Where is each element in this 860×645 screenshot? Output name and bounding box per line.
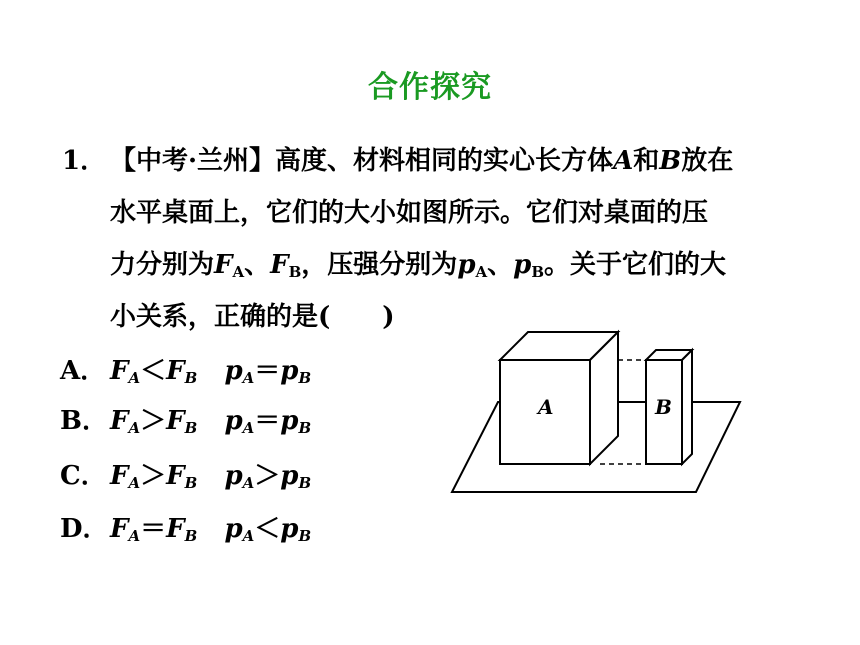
line3-post: 。关于它们的大 [544,250,727,280]
option-letter: C． [60,461,107,491]
force-a: F [214,250,233,280]
pressure-b: p [513,250,532,280]
var-a: A [613,146,634,176]
sep2: 、 [487,250,514,280]
option-a[interactable]: A． $F_A<F_B$ $p_A=p_B$ [60,350,311,387]
option-p-relation: ＝ [254,406,281,436]
force-a-sub: A [232,263,245,281]
option-f-relation: ＞ [140,406,167,436]
block-b-label: B [655,395,672,419]
block-a-label: A [538,395,554,419]
option-c[interactable]: C． $F_A>F_B$ $p_A>p_B$ [60,455,311,492]
line3-pre: 力分别为 [110,250,215,280]
question-line-1 [110,140,733,177]
question-line-2: 水平桌面上，它们的大小如图所示。它们对桌面的压 [110,198,709,228]
option-p-relation: ＝ [254,356,281,386]
pressure-a-sub: A [475,263,488,281]
option-b[interactable]: B．$F_A>F_B$ $p_A=p_B$ [60,400,311,437]
line3-mid: ，压强分别为 [301,250,458,280]
question-number: 1． [62,146,107,176]
option-p-relation: ＜ [254,514,281,544]
blocks-diagram [440,320,750,500]
option-letter: B． [60,406,108,436]
pressure-a: p [457,250,476,280]
block-b-side [682,350,692,464]
option-f-relation: ＜ [140,356,167,386]
question-prefix: 【中考·兰州】高度、材料相同的实心长方体 [110,146,614,176]
page-title: 合作探究 [368,70,492,105]
option-f-relation: ＞ [140,461,167,491]
var-b: B [659,146,682,176]
option-letter: A． [60,356,107,386]
option-letter: D． [60,514,109,544]
option-f-relation: ＝ [140,514,167,544]
option-p-relation: ＞ [254,461,281,491]
force-b: F [270,250,289,280]
question-line-3 [110,244,726,281]
sep1: 、 [244,250,271,280]
question-suffix: 放在 [681,146,734,176]
question-line-4: 小关系，正确的是( ) [110,302,395,332]
option-d[interactable]: D．$F_A=F_B$ $p_A<p_B$ [60,508,311,545]
force-b-sub: B [288,263,302,281]
pressure-b-sub: B [531,263,545,281]
question-mid: 和 [633,146,660,176]
